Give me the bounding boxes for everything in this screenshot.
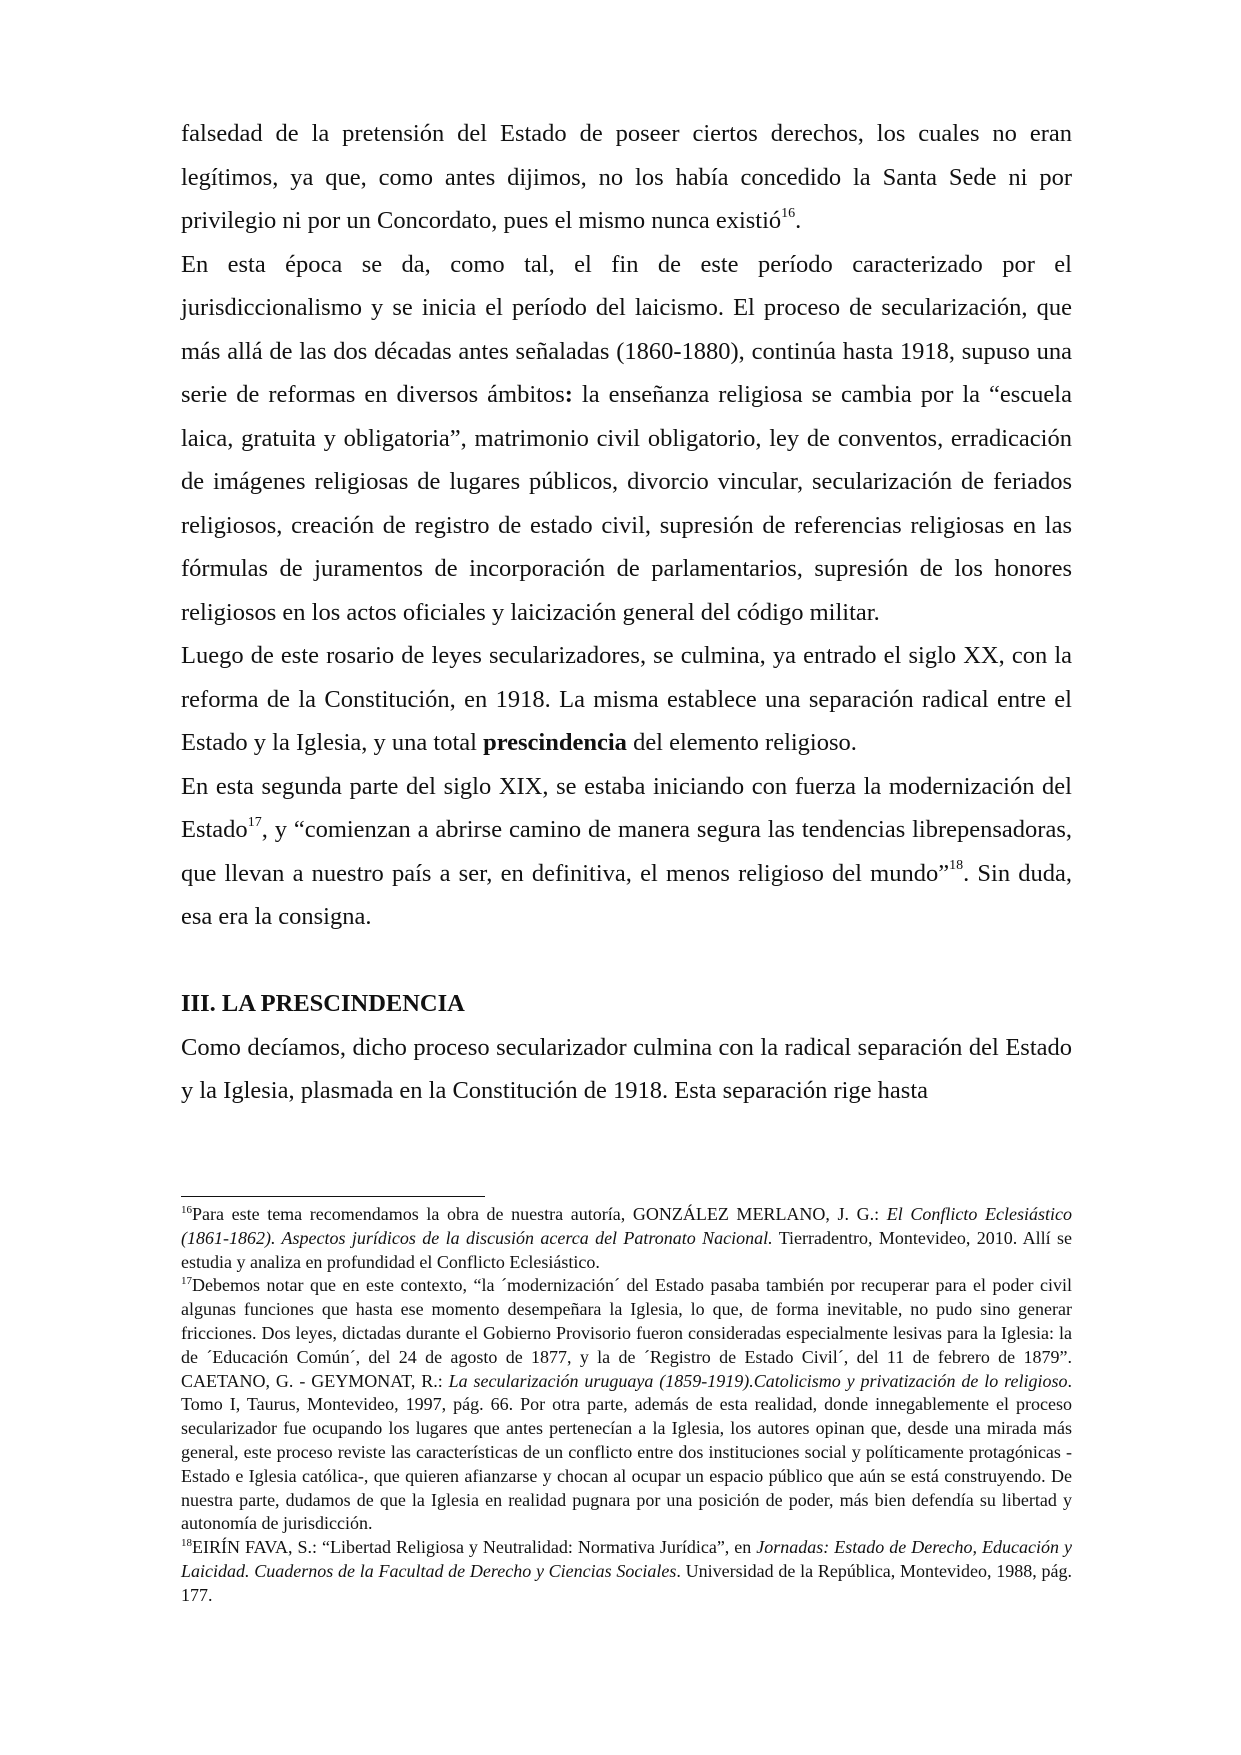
footnote-number: 17 — [181, 1275, 192, 1288]
footnote-ref-17[interactable]: 17 — [247, 814, 262, 830]
footnotes — [181, 1203, 1072, 1608]
footnote-number: 16 — [181, 1204, 192, 1216]
footnote-divider — [181, 1196, 485, 1197]
footnote-16: $^{16}$Para este tema recomendamos la obra de nuestra autoría, GONZÁLEZ MERLANO, J. G.: El Conflicto Eclesiástico (1861-1862). Aspectos jurídicos de la discusión acerca del Patronato Nacional. Tierradentro, Montevideo, 2010. Allí se estudia y analiza en profundidad el Conflicto Eclesiástico. — [181, 1204, 1072, 1272]
paragraph-1: falsedad de la pretensión del Estado de poseer ciertos derechos, los cuales no eran legítimos, ya que, como antes dijimos, no los había concedido la Santa Sede ni por privilegio ni por un Concordato, pues el mismo nunca existió$^{16}$. — [181, 120, 1072, 234]
footnote-17: $^{17}$Debemos notar que en este contexto, “la ´modernización´ del Estado pasaba también por recuperar para el poder civil algunas funciones que hasta ese momento desempeñara la Iglesia, lo que, de forma inevitable, no pudo sino generar fricciones. Dos leyes, dictadas durante el Gobierno Provisorio fueron consideradas especialmente lesivas para la Iglesia: la de ´Educación Común´, del 24 de agosto de 1877, y la de ´Registro de Estado Civil´, del 11 de febrero de 1879”. CAETANO, G. - GEYMONAT, R.: La secularización uruguaya (1859-1919).Catolicismo y privatización de lo religioso. Tomo I, Taurus, Montevideo, 1997, pág. 66. Por otra parte, además de esta realidad, donde innegablemente el proceso secularizador fue ocupando los lugares que antes pertenecían a la Iglesia, los autores opinan que, desde una mirada más general, este proceso reviste las características de un conflicto entre dos instituciones social y políticamente protagónicas -Estado e Iglesia católica-, que quieren afianzarse y chocan al ocupar un espacio público que aún se está construyendo. De nuestra parte, dudamos de que la Iglesia en realidad pugnara por una posición de poder, más bien defendía su libertad y autonomía de jurisdicción. — [181, 1275, 1072, 1534]
footnote-number: 18 — [181, 1537, 192, 1550]
bold-term: prescindencia — [483, 729, 627, 756]
paragraph-2: En esta época se da, como tal, el fin de este período caracterizado por el jurisdiccionalismo y se inicia el período del laicismo. El proceso de secularización, que más allá de las dos décadas antes señaladas (1860-1880), continúa hasta 1918, supuso una serie de reformas en diversos ámbitos: la enseñanza religiosa se cambia por la “escuela laica, gratuita y obligatoria”, matrimonio civil obligatorio, ley de conventos, erradicación de imágenes religiosas de lugares públicos, divorcio vincular, secularización de feriados religiosos, creación de registro de estado civil, supresión de referencias religiosas en las fórmulas de juramentos de incorporación de parlamentarios, supresión de los honores religiosos en los actos oficiales y laicización general del código militar. — [181, 250, 1072, 626]
paragraph-4: En esta segunda parte del siglo XIX, se estaba iniciando con fuerza la modernización del Estado$^{17}$, y “comienzan a abrirse camino de manera segura las tendencias librepensadoras, que llevan a nuestro país a ser, en definitiva, el menos religioso del mundo”$^{18}$. Sin duda, esa era la consigna. — [181, 772, 1073, 930]
paragraph-3: Luego de este rosario de leyes secularizadores, se culmina, ya entrado el siglo XX, con la reforma de la Constitución, en 1918. La misma establece una separación radical entre el Estado y la Iglesia, y una total prescindencia del elemento religioso. — [181, 642, 1072, 756]
footnote-ref-16[interactable]: 16 — [781, 205, 796, 221]
section-heading: III. LA PRESCINDENCIA — [181, 990, 465, 1017]
footnote-ref-18[interactable]: 18 — [949, 858, 964, 874]
body-text — [181, 112, 1072, 1113]
paragraph-5: Como decíamos, dicho proceso secularizador culmina con la radical separación del Estado y la Iglesia, plasmada en la Constitución de 1918. Esta separación rige hasta — [181, 1033, 1072, 1104]
footnote-18: $^{18}$EIRÍN FAVA, S.: “Libertad Religiosa y Neutralidad: Normativa Jurídica”, en Jornadas: Estado de Derecho, Educación y Laicidad. Cuadernos de la Facultad de Derecho y Ciencias Sociales. Universidad de la República, Montevideo, 1988, pág. 177. — [181, 1537, 1072, 1605]
